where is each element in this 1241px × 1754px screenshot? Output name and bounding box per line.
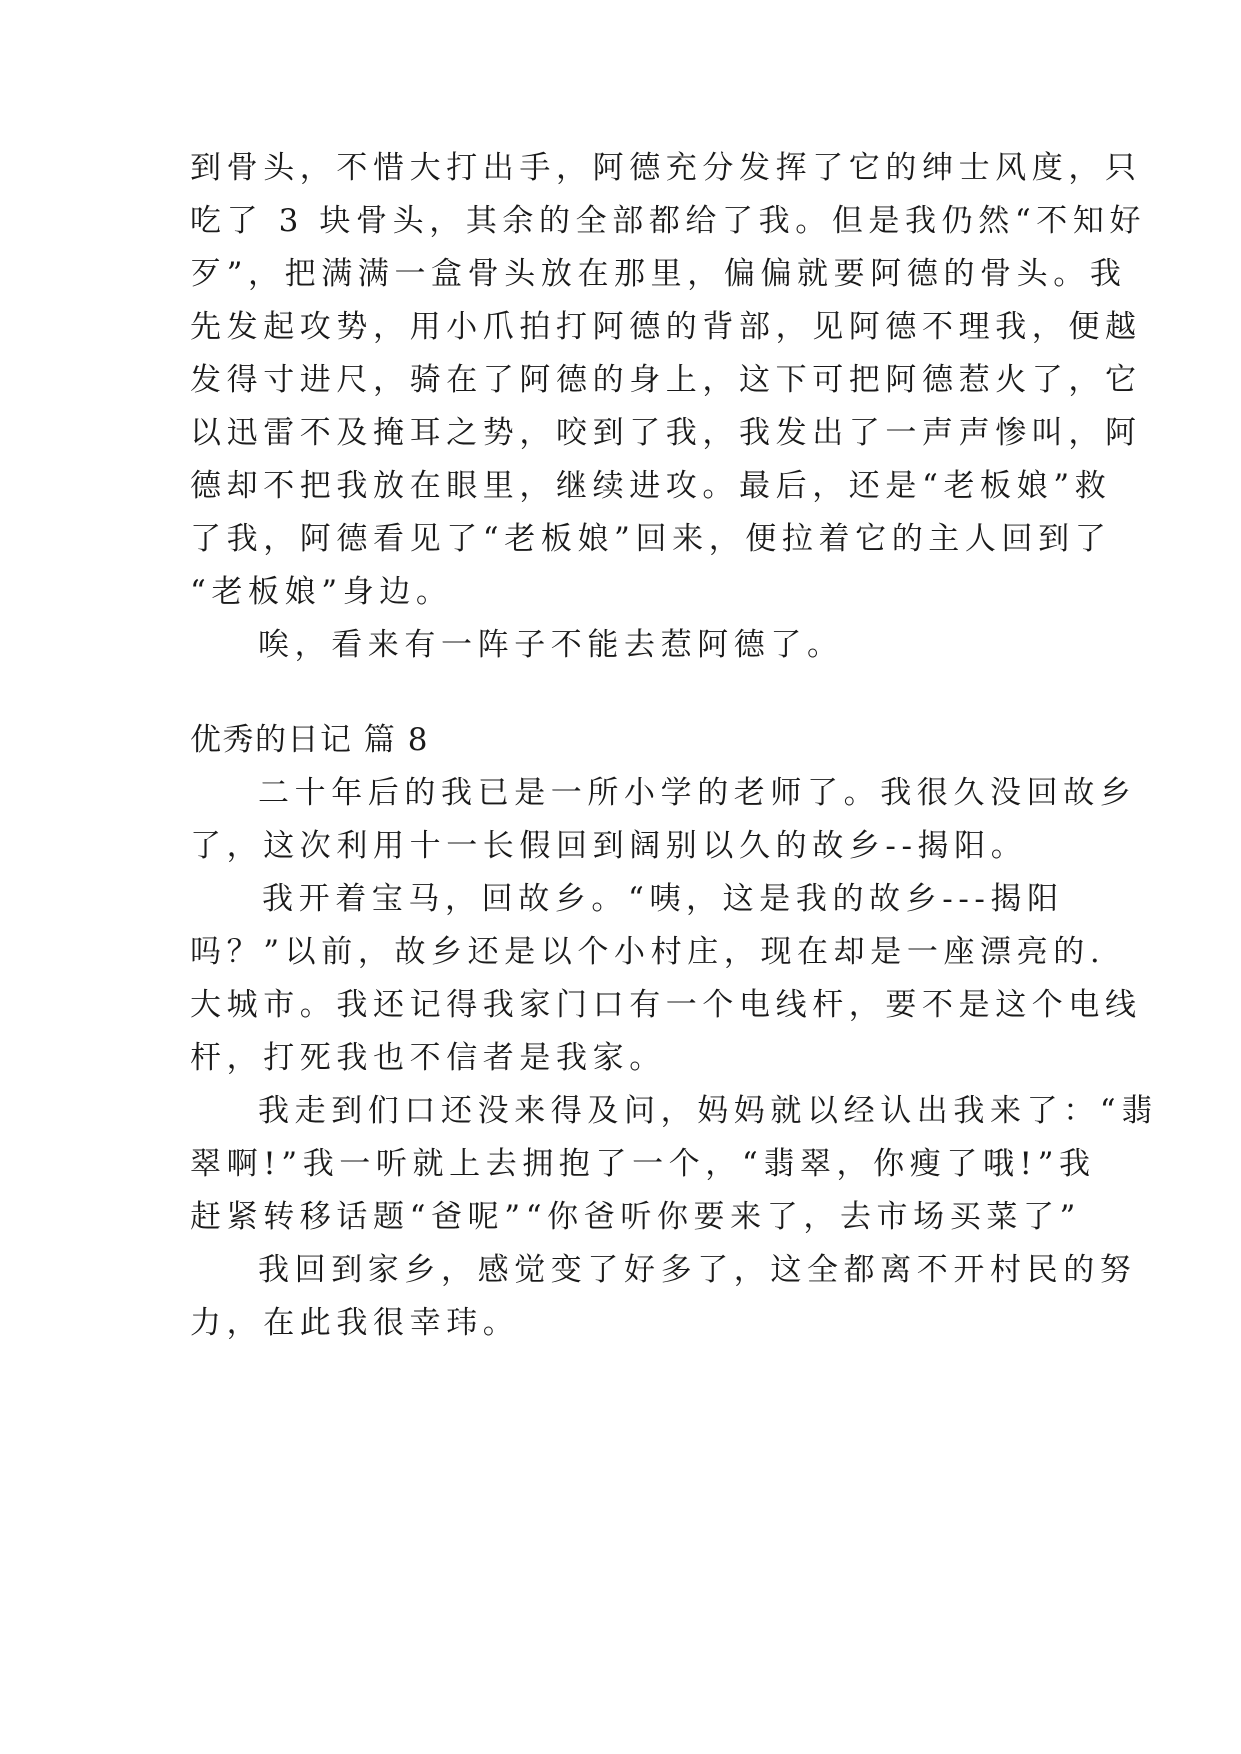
paragraph-line: 了我，阿德看见了“老板娘”回来，便拉着它的主人回到了 (190, 521, 1112, 557)
paragraph-line: 吗？”以前，故乡还是以个小村庄，现在却是一座漂亮的. (190, 934, 1106, 970)
paragraph-line: 发得寸进尺，骑在了阿德的身上，这下可把阿德惹火了，它 (190, 362, 1142, 398)
paragraph-line: 以迅雷不及掩耳之势，咬到了我，我发出了一声声惨叫，阿 (190, 415, 1142, 451)
closing-paragraph: 唉，看来有一阵子不能去惹阿德了。 (258, 627, 844, 663)
paragraph-line: 歹”，把满满一盒骨头放在那里，偏偏就要阿德的骨头。我 (190, 256, 1127, 292)
paragraph-line: 到骨头，不惜大打出手，阿德充分发挥了它的绅士风度，只 (190, 150, 1142, 186)
paragraph-line: 了，这次利用十一长假回到阔别以久的故乡--揭阳。 (190, 828, 1028, 864)
section-title: 优秀的日记 篇 8 (190, 722, 429, 758)
paragraph-line: 力，在此我很幸玮。 (190, 1305, 520, 1341)
paragraph-line: 我回到家乡，感觉变了好多了，这全都离不开村民的努 (258, 1252, 1137, 1288)
paragraph-line: 杆，打死我也不信者是我家。 (190, 1040, 666, 1076)
paragraph-line: 二十年后的我已是一所小学的老师了。我很久没回故乡 (258, 775, 1137, 811)
paragraph-line: 德却不把我放在眼里，继续进攻。最后，还是“老板娘”救 (190, 468, 1112, 504)
paragraph-line: 吃了 3 块骨头，其余的全部都给了我。但是我仍然“不知好 (190, 203, 1147, 239)
paragraph-line: 我走到们口还没来得及问，妈妈就以经认出我来了：“翡 (258, 1093, 1158, 1129)
paragraph-line: 大城市。我还记得我家门口有一个电线杆，要不是这个电线 (190, 987, 1142, 1023)
paragraph-line: 赶紧转移话题“爸呢”“你爸听你要来了，去市场买菜了” (190, 1199, 1081, 1235)
paragraph-line: 翠啊!”我一听就上去拥抱了一个，“翡翠，你瘦了哦!”我 (190, 1146, 1096, 1182)
paragraph-line: 我开着宝马，回故乡。“咦，这是我的故乡---揭阳 (262, 881, 1064, 917)
paragraph-line: “老板娘”身边。 (190, 574, 453, 610)
paragraph-line: 先发起攻势，用小爪拍打阿德的背部，见阿德不理我，便越 (190, 309, 1142, 345)
